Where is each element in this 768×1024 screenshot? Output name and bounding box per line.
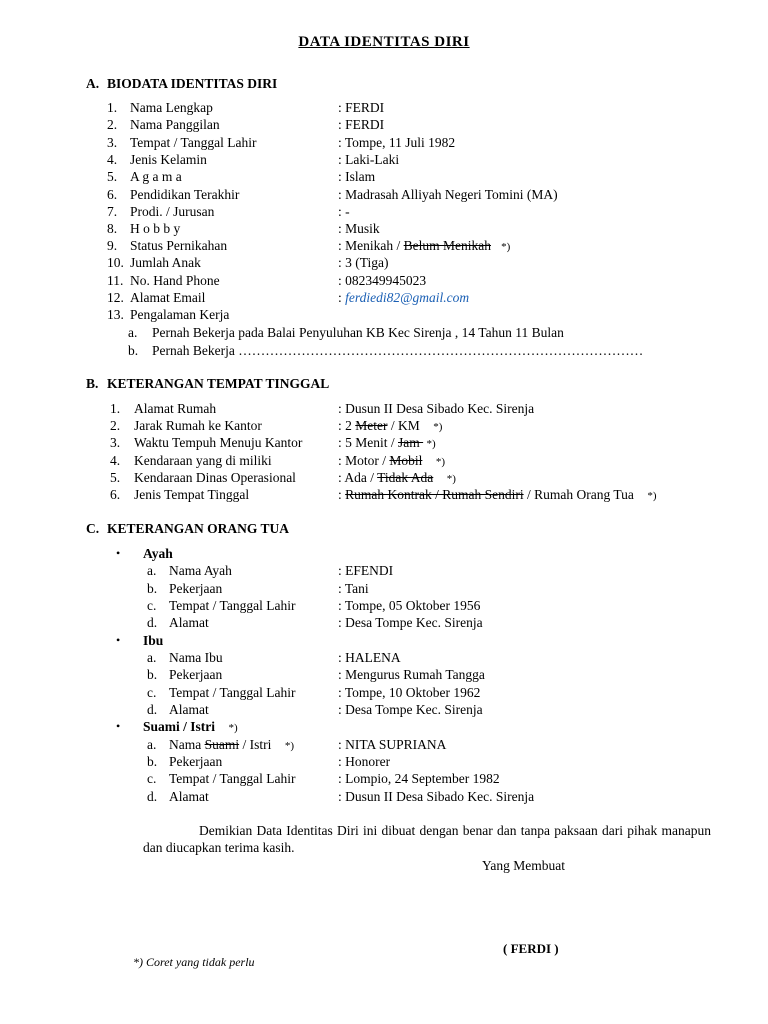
- ibu-row-label: Alamat: [169, 702, 209, 717]
- pasangan-row-value: : Lompio, 24 September 1982: [338, 771, 500, 786]
- a-item-number: 13.: [107, 307, 124, 322]
- a-item-number: 9.: [107, 238, 118, 253]
- a-item-label: Nama Panggilan: [130, 117, 220, 132]
- ayah-row-letter: d.: [147, 615, 158, 630]
- value-text: : 2: [338, 418, 356, 433]
- b-item-label: Alamat Rumah: [134, 401, 217, 416]
- footnote-marker: *): [501, 241, 511, 253]
- bullet-icon: •: [116, 633, 121, 647]
- footnote-marker: *): [284, 740, 295, 752]
- pasangan-row-value: : Honorer: [338, 754, 391, 769]
- section-b-heading: [86, 375, 329, 392]
- struck-option: Rumah Kontrak / Rumah Sendiri: [345, 487, 524, 502]
- section-c-title: KETERANGAN ORANG TUA: [107, 521, 290, 536]
- a-item-value: : Tompe, 11 Juli 1982: [338, 135, 456, 150]
- pasangan-heading: [143, 718, 238, 737]
- value-text: :: [338, 487, 346, 502]
- b-item-label: Jarak Rumah ke Kantor: [134, 418, 262, 433]
- struck-option: Suami: [204, 737, 240, 752]
- a-item-number: 12.: [107, 290, 124, 305]
- a-item-label: Prodi. / Jurusan: [130, 204, 215, 219]
- a-item-label: Pendidikan Terakhir: [130, 187, 240, 202]
- a-item-label: Tempat / Tanggal Lahir: [130, 135, 257, 150]
- ibu-row-letter: b.: [147, 667, 158, 682]
- pasangan-row-label: Pekerjaan: [169, 754, 223, 769]
- ayah-row-letter: a.: [147, 563, 157, 578]
- a-item-number: 2.: [107, 117, 118, 132]
- a-item-value: : Madrasah Alliyah Negeri Tomini (MA): [338, 187, 558, 202]
- email-link[interactable]: ferdiedi82@gmail.com: [345, 290, 470, 305]
- footnote-marker: *): [647, 490, 657, 502]
- b-item-label: Kendaraan yang di miliki: [134, 453, 272, 468]
- ibu-row-label: Nama Ibu: [169, 650, 223, 665]
- a-item-number: 5.: [107, 169, 118, 184]
- b-item-number: 6.: [110, 487, 121, 502]
- value-text: :: [338, 290, 346, 305]
- b-item-label: Waktu Tempuh Menuju Kantor: [134, 435, 303, 450]
- work-item-text: Pernah Bekerja ………………………………………………………………………………: [152, 343, 644, 358]
- ayah-row-label: Alamat: [169, 615, 209, 630]
- a-item-label: Pengalaman Kerja: [130, 307, 230, 322]
- section-b-title: KETERANGAN TEMPAT TINGGAL: [107, 376, 330, 391]
- value-text: : 5 Menit /: [338, 435, 398, 450]
- a-item-label: A g a m a: [130, 169, 182, 184]
- a-item-label: Alamat Email: [130, 290, 206, 305]
- a-item-number: 10.: [107, 255, 124, 270]
- footnote: *) Coret yang tidak perlu: [133, 955, 255, 969]
- ibu-row-letter: a.: [147, 650, 157, 665]
- b-item-value: : Dusun II Desa Sibado Kec. Sirenja: [338, 401, 535, 416]
- pasangan-row-letter: b.: [147, 754, 158, 769]
- b-item-number: 1.: [110, 401, 121, 416]
- pasangan-row-value: : NITA SUPRIANA: [338, 737, 447, 752]
- bullet-icon: •: [116, 546, 121, 560]
- footnote-marker: *): [435, 456, 446, 468]
- ayah-heading: Ayah: [143, 546, 173, 561]
- b-item-label: Jenis Tempat Tinggal: [134, 487, 250, 502]
- ibu-row-value: : Mengurus Rumah Tangga: [338, 667, 485, 682]
- pasangan-row-label: Alamat: [169, 789, 209, 804]
- a-item-value: [338, 289, 469, 306]
- struck-option: Jam: [398, 435, 424, 450]
- pasangan-row-letter: a.: [147, 737, 157, 752]
- section-b-letter: B.: [86, 376, 99, 391]
- ibu-row-value: : Tompe, 10 Oktober 1962: [338, 685, 481, 700]
- ayah-row-value: : Desa Tompe Kec. Sirenja: [338, 615, 483, 630]
- pasangan-row-letter: d.: [147, 789, 158, 804]
- bullet-icon: •: [116, 719, 121, 733]
- ayah-row-label: Tempat / Tanggal Lahir: [169, 598, 296, 613]
- b-item-number: 3.: [110, 435, 121, 450]
- a-item-label: Status Pernikahan: [130, 238, 228, 253]
- value-text: / KM: [387, 418, 420, 433]
- b-item-value: [338, 486, 657, 505]
- pasangan-row-value: : Dusun II Desa Sibado Kec. Sirenja: [338, 789, 535, 804]
- footnote-marker: *): [433, 421, 443, 433]
- b-item-number: 4.: [110, 453, 121, 468]
- section-a-letter: A.: [86, 76, 100, 91]
- footnote-marker: *): [426, 438, 436, 450]
- ibu-row-value: : Desa Tompe Kec. Sirenja: [338, 702, 483, 717]
- ayah-row-label: Nama Ayah: [169, 563, 232, 578]
- ayah-row-value: : Tompe, 05 Oktober 1956: [338, 598, 481, 613]
- a-item-number: 8.: [107, 221, 118, 236]
- b-item-number: 2.: [110, 418, 121, 433]
- b-item-label: Kendaraan Dinas Operasional: [134, 470, 296, 485]
- a-item-value: : 3 (Tiga): [338, 255, 389, 270]
- ayah-row-label: Pekerjaan: [169, 581, 223, 596]
- work-item-text: Pernah Bekerja pada Balai Penyuluhan KB Kec Sirenja , 14 Tahun 11 Bulan: [152, 325, 564, 340]
- ibu-row-label: Tempat / Tanggal Lahir: [169, 685, 296, 700]
- a-item-value: : -: [338, 204, 350, 219]
- section-a-heading: [86, 75, 277, 92]
- ibu-heading: Ibu: [143, 633, 164, 648]
- ibu-row-letter: c.: [147, 685, 157, 700]
- b-item-number: 5.: [110, 470, 121, 485]
- signature-name: ( FERDI ): [503, 941, 559, 956]
- a-item-value: : FERDI: [338, 100, 385, 115]
- a-item-number: 1.: [107, 100, 118, 115]
- a-item-number: 11.: [107, 273, 124, 288]
- a-item-value: : Islam: [338, 169, 376, 184]
- pasangan-row-letter: c.: [147, 771, 157, 786]
- closing-paragraph: Demikian Data Identitas Diri ini dibuat dengan benar dan tanpa paksaan dari pihak manapun dan diucapkan terima kasih.: [143, 823, 711, 855]
- a-item-label: No. Hand Phone: [130, 273, 220, 288]
- a-item-label: Nama Lengkap: [130, 100, 213, 115]
- a-item-value: : 082349945023: [338, 273, 427, 288]
- ayah-row-letter: b.: [147, 581, 158, 596]
- a-item-label: Jenis Kelamin: [130, 152, 207, 167]
- document-title: DATA IDENTITAS DIRI: [298, 34, 470, 50]
- ibu-row-letter: d.: [147, 702, 158, 717]
- work-item-letter: a.: [128, 325, 138, 340]
- signature-label: Yang Membuat: [482, 858, 566, 873]
- struck-option: Tidak Ada: [377, 470, 434, 485]
- a-item-value: : Musik: [338, 221, 380, 236]
- a-item-value: : Laki-Laki: [338, 152, 400, 167]
- value-text: : Motor /: [338, 453, 390, 468]
- ayah-row-value: : Tani: [338, 581, 369, 596]
- section-c-letter: C.: [86, 521, 100, 536]
- ayah-row-value: : EFENDI: [338, 563, 394, 578]
- ibu-row-label: Pekerjaan: [169, 667, 223, 682]
- a-item-number: 3.: [107, 135, 118, 150]
- a-item-number: 6.: [107, 187, 118, 202]
- pasangan-row-label: Tempat / Tanggal Lahir: [169, 771, 296, 786]
- work-item-letter: b.: [128, 343, 139, 358]
- label-text: / Istri: [239, 737, 272, 752]
- footnote-marker: *): [228, 722, 238, 734]
- value-text: : Ada /: [338, 470, 378, 485]
- ayah-row-letter: c.: [147, 598, 157, 613]
- section-a-title: BIODATA IDENTITAS DIRI: [107, 76, 278, 91]
- footnote-marker: *): [446, 473, 456, 485]
- struck-option: Meter: [355, 418, 388, 433]
- a-item-number: 7.: [107, 204, 118, 219]
- b-item-value: [338, 434, 436, 453]
- value-text: / Rumah Orang Tua: [523, 487, 634, 502]
- section-c-heading: [86, 520, 289, 537]
- a-item-label: H o b b y: [130, 221, 181, 236]
- struck-option: Belum Menikah: [403, 238, 491, 253]
- pasangan-heading-text: Suami / Istri: [143, 719, 216, 734]
- struck-option: Mobil: [389, 453, 423, 468]
- value-text: : Menikah /: [338, 238, 404, 253]
- label-text: Nama: [169, 737, 205, 752]
- a-item-value: : FERDI: [338, 117, 385, 132]
- a-item-number: 4.: [107, 152, 118, 167]
- a-item-label: Jumlah Anak: [130, 255, 201, 270]
- ibu-row-value: : HALENA: [338, 650, 401, 665]
